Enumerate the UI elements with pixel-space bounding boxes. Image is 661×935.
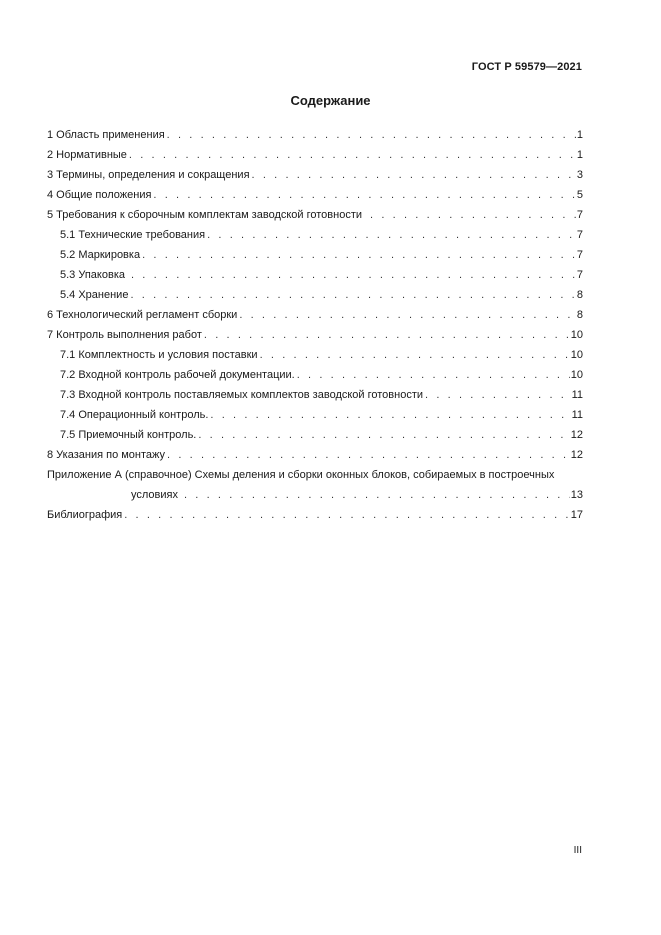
toc-leader — [207, 228, 576, 242]
toc-entry-title: Приложение А (справочное) Схемы деления и сборки оконных блоков, собираемых в построечных — [47, 469, 555, 481]
toc-entry[interactable] — [47, 122, 583, 142]
toc-entry-page: 10 — [570, 369, 583, 381]
toc-leader — [425, 388, 571, 402]
toc-entry-title: 5.2 Маркировка — [60, 249, 141, 261]
toc-entry[interactable] — [47, 262, 583, 282]
toc-leader — [130, 288, 575, 302]
toc-leader — [153, 188, 575, 202]
toc-leader — [167, 128, 576, 142]
toc-entry-title: 5.1 Технические требования — [60, 229, 206, 241]
toc-entry-title: 4 Общие положения — [47, 189, 152, 201]
toc-entry-page: 1 — [576, 129, 583, 141]
toc-entry[interactable] — [47, 402, 583, 422]
toc-entry-page: 7 — [576, 269, 583, 281]
toc-entry-page: 12 — [570, 429, 583, 441]
toc-entry[interactable] — [47, 182, 583, 202]
toc-leader — [198, 428, 569, 442]
toc-leader — [124, 508, 570, 522]
toc-leader — [297, 368, 570, 382]
toc-entry[interactable] — [47, 362, 583, 382]
toc-entry-page: 1 — [576, 149, 583, 161]
toc-leader — [260, 348, 570, 362]
toc-leader — [180, 488, 570, 502]
toc-entry-page: 8 — [576, 289, 583, 301]
toc-entry-title: 1 Область применения — [47, 129, 165, 141]
toc-entry[interactable] — [47, 162, 583, 182]
toc-entry-page: 11 — [571, 409, 583, 421]
toc-entry[interactable] — [47, 142, 583, 162]
toc-entry-page: 3 — [576, 169, 583, 181]
document-code: ГОСТ Р 59579—2021 — [471, 61, 582, 73]
table-of-contents — [47, 122, 583, 522]
toc-entry-title: 5.3 Упаковка — [60, 269, 125, 281]
toc-entry-page: 10 — [570, 329, 583, 341]
toc-entry[interactable] — [47, 202, 583, 222]
toc-entry-title: Библиография — [47, 509, 123, 521]
toc-entry-page: 7 — [576, 249, 583, 261]
toc-leader — [142, 248, 576, 262]
toc-leader — [252, 168, 576, 182]
toc-entry-page: 5 — [576, 189, 583, 201]
toc-entry-title: 8 Указания по монтажу — [47, 449, 166, 461]
toc-leader — [204, 328, 570, 342]
toc-entry-appendix[interactable] — [47, 462, 583, 482]
toc-entry[interactable] — [47, 222, 583, 242]
toc-entry-page: 17 — [570, 509, 583, 521]
toc-entry[interactable] — [47, 342, 583, 362]
toc-leader — [167, 448, 570, 462]
toc-entry-title: 2 Нормативные — [47, 149, 127, 161]
toc-entry-page: 10 — [570, 349, 583, 361]
page-number: III — [573, 845, 582, 856]
toc-entry-page: 7 — [576, 209, 583, 221]
toc-entry[interactable] — [47, 502, 583, 522]
toc-leader — [127, 268, 576, 282]
toc-leader — [210, 408, 570, 422]
toc-entry-page: 12 — [570, 449, 583, 461]
toc-entry-title: 7.2 Входной контроль рабочей документации. — [60, 369, 295, 381]
toc-entry-page: 7 — [576, 229, 583, 241]
toc-leader — [364, 208, 576, 222]
toc-entry[interactable] — [47, 322, 583, 342]
toc-entry-title: 7 Контроль выполнения работ — [47, 329, 202, 341]
toc-entry-title: 7.1 Комплектность и условия поставки — [60, 349, 258, 361]
toc-entry[interactable] — [47, 302, 583, 322]
toc-entry-title-continued: условиях — [131, 489, 178, 501]
toc-leader — [239, 308, 576, 322]
toc-entry-title: 7.3 Входной контроль поставляемых комплектов заводской готовности — [60, 389, 424, 401]
toc-entry-title: 5 Требования к сборочным комплектам заводской готовности — [47, 209, 363, 221]
toc-entry[interactable] — [47, 242, 583, 262]
toc-entry-appendix-continued[interactable] — [47, 482, 583, 502]
toc-entry-page: 13 — [570, 489, 583, 501]
toc-entry-page: 11 — [571, 389, 583, 401]
toc-entry[interactable] — [47, 282, 583, 302]
toc-heading: Содержание — [290, 93, 371, 108]
toc-entry-title: 7.5 Приемочный контроль. — [60, 429, 197, 441]
toc-entry[interactable] — [47, 442, 583, 462]
toc-entry-title: 7.4 Операционный контроль. — [60, 409, 209, 421]
toc-entry-title: 6 Технологический регламент сборки — [47, 309, 238, 321]
toc-entry-page: 8 — [576, 309, 583, 321]
toc-entry[interactable] — [47, 382, 583, 402]
toc-entry-title: 3 Термины, определения и сокращения — [47, 169, 250, 181]
toc-entry-title: 5.4 Хранение — [60, 289, 129, 301]
toc-leader — [129, 148, 576, 162]
toc-entry[interactable] — [47, 422, 583, 442]
